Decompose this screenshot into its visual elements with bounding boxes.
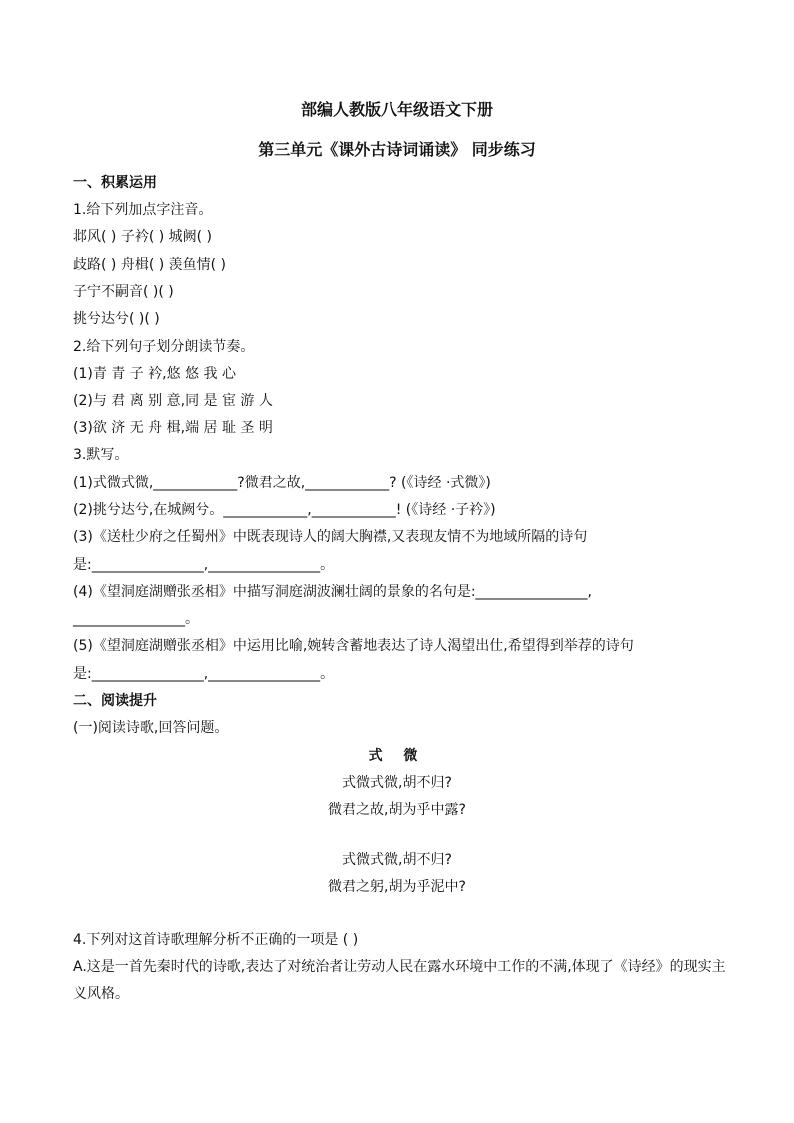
question-1-row-2: 歧路( ) 舟楫( ) 羡鱼情( ) xyxy=(73,257,227,273)
poem-line-4: 微君之躬,胡为乎泥中? xyxy=(328,879,466,895)
document-title: 部编人教版八年级语文下册 xyxy=(300,100,493,119)
question-2-row-1: (1)青 青 子 衿,悠 悠 我 心 xyxy=(73,366,236,382)
question-3-row-7: (5)《望洞庭湖赠张丞相》中运用比喻,婉转含蓄地表达了诗人渴望出仕,希望得到举荐的诗句 xyxy=(73,638,634,654)
question-2-stem: 2.给下列句子划分朗读节奏。 xyxy=(73,339,255,355)
question-3-row-2: (2)挑兮达兮,在城阙兮。____________,____________! (《诗经 ·子衿》) xyxy=(73,502,496,518)
question-1-row-4: 挑兮达兮( )( ) xyxy=(73,311,160,327)
reading-intro: (一)阅读诗歌,回答问题。 xyxy=(73,720,229,736)
question-3-row-8: 是:________________,________________。 xyxy=(73,666,335,682)
question-4-stem: 4.下列对这首诗歌理解分析不正确的一项是 ( ) xyxy=(73,932,359,948)
question-1-stem: 1.给下列加点字注音。 xyxy=(73,202,213,218)
poem-line-1: 式微式微,胡不归? xyxy=(342,775,452,791)
question-2-row-2: (2)与 君 离 别 意,同 是 宦 游 人 xyxy=(73,393,273,409)
question-4-option-a-line-2: 义风格。 xyxy=(73,986,129,1002)
question-1-row-3: 子宁不嗣音( )( ) xyxy=(73,284,174,300)
poem-line-2: 微君之故,胡为乎中露? xyxy=(328,802,466,818)
document-subtitle: 第三单元《课外古诗词诵读》 同步练习 xyxy=(258,140,536,159)
question-2-row-3: (3)欲 济 无 舟 楫,端 居 耻 圣 明 xyxy=(73,420,273,436)
section-heading-accumulation: 一、积累运用 xyxy=(73,175,157,191)
question-3-stem: 3.默写。 xyxy=(73,447,129,463)
question-3-row-4: 是:________________,________________。 xyxy=(73,557,335,573)
question-3-row-5: (4)《望洞庭湖赠张丞相》中描写洞庭湖波澜壮阔的景象的名句是:________________, xyxy=(73,584,592,600)
poem-title: 式 微 xyxy=(368,748,426,764)
poem-line-3: 式微式微,胡不归? xyxy=(342,852,452,868)
question-3-row-3: (3)《送杜少府之任蜀州》中既表现诗人的阔大胸襟,又表现友情不为地域所隔的诗句 xyxy=(73,529,588,545)
question-3-row-6: ________________。 xyxy=(73,611,199,627)
section-heading-reading: 二、阅读提升 xyxy=(73,693,157,709)
question-3-row-1: (1)式微式微,____________?微君之故,____________? (《诗经 ·式微》) xyxy=(73,475,491,491)
question-1-row-1: 邶风( ) 子衿( ) 城阙( ) xyxy=(73,229,213,245)
question-4-option-a-line-1: A.这是一首先秦时代的诗歌,表达了对统治者让劳动人民在露水环境中工作的不满,体现了《诗经》的现实主 xyxy=(73,959,726,975)
